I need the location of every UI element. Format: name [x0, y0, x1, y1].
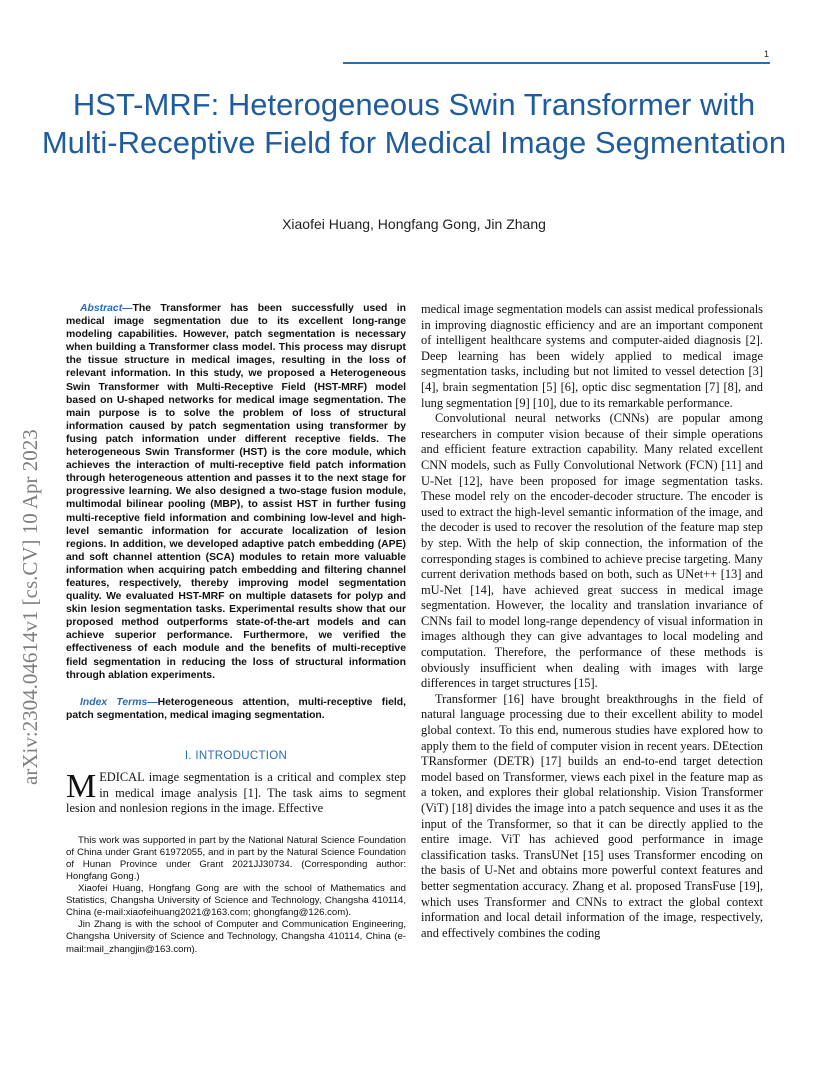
index-terms-lead: Index Terms—: [80, 696, 158, 708]
index-terms: [66, 696, 406, 722]
dropcap: M: [66, 767, 97, 805]
body-paragraph: medical image segmentation models can assist medical professionals in improving diagnostic efficiency and are an important component of intelligent healthcare systems and computer-aided diagnosis [2]. Deep learning has been widely applied to medical image segmentation tasks, including but not limited to vessel detection [3] [4], brain segmentation [5] [6], optic disc segmentation [7] [8], and lung segmentation [9] [10], due to its remarkable performance.: [421, 302, 763, 410]
body-paragraph: Convolutional neural networks (CNNs) are popular among researchers in computer vision because of their simple operations and efficient feature extraction capability. Many related excellent CNN models, such as Fully Convolutional Network (FCN) [11] and U-Net [12], have been proposed for image segmentation tasks. These model rely on the encoder-decoder structure. The encoder is used to extract the high-level semantic information of the image, and the decoder is used to recover the resolution of the feature map step by step. With the help of skip connection, the information of the corresponding stages is combined to achieve precise targeting. Many current derivation methods based on both, such as UNet++ [13] and mU-Net [14], have achieved great success in medical image segmentation. However, the locality and translation invariance of CNNs fail to model long-range dependency of visual information in images although they can give advantages to local modeling and computation. Therefore, the performance of these methods is obviously insufficient when dealing with images with large differences in target structures [15].: [421, 411, 763, 691]
footnote-affiliation-1: Xiaofei Huang, Hongfang Gong are with the school of Mathematics and Statistics, Changsha University of Science and Technology, Changsha 410114, China (e-mail:xiaofeihuang2021@163.com; ghongfang@126.com).: [66, 883, 406, 919]
arxiv-stamp: arXiv:2304.04614v1 [cs.CV] 10 Apr 2023: [18, 429, 42, 785]
section-heading-introduction: I. INTRODUCTION: [184, 749, 288, 762]
abstract: [66, 302, 406, 682]
intro-text: EDICAL image segmentation is a critical and complex step in medical image analysis [1]. The task aims to segment lesion and nonlesion regions in the image. Effective: [66, 769, 406, 816]
header-rule: [343, 62, 770, 64]
footnotes: [66, 835, 406, 956]
left-column: [66, 302, 406, 956]
intro-paragraph: [66, 767, 406, 817]
footnote-affiliation-2: Jin Zhang is with the school of Computer and Communication Engineering, Changsha University of Science and Technology, Changsha 410114, China (e-mail:mail_zhangjin@163.com).: [66, 919, 406, 955]
index-terms-text: Heterogeneous attention, multi-receptive field, patch segmentation, medical imaging segmentation.: [66, 696, 406, 721]
paper-title: HST-MRF: Heterogeneous Swin Transformer with Multi-Receptive Field for Medical Image Segmentation: [41, 87, 787, 160]
right-column: [421, 302, 763, 941]
footnote-funding: This work was supported in part by the National Natural Science Foundation of China under Grant 61972055, and in part by the Natural Science Foundation of Hunan Province under Grant 2021JJ30734. (Corresponding author: Hongfang Gong.): [66, 834, 406, 882]
page-number: 1: [764, 49, 770, 59]
author-list: Xiaofei Huang, Hongfang Gong, Jin Zhang: [282, 216, 546, 232]
body-paragraph: Transformer [16] have brought breakthroughs in the field of natural language processing due to their excellent ability to model global context. To this end, numerous studies have explored how to apply them to the field of computer vision in recent years. DEtection TRansformer (DETR) [17] builds an end-to-end target detection model based on Transformer, views each pixel in the feature map as a token, and explores their global relationship. Vision Transformer (ViT) [18] divides the image into a patch sequence and uses it as the input of the Transformer, so that it can be directly applied to the entire image. ViT has achieved good performance in image classification tasks. TransUNet [15] uses Transformer encoding on the basis of U-Net and obtains more powerful context features and better segmentation accuracy. Zhang et al. proposed TransFuse [19], which uses Transformer and CNNs to extract the global context information and local detail information of the image, respectively, and effectively combines the coding: [421, 691, 763, 940]
abstract-text: The Transformer has been successfully used in medical image segmentation due to its excellent long-range modeling capabilities. However, patch segmentation is necessary when building a Transformer class model. This process may disrupt the tissue structure in medical images, resulting in the loss of relevant information. In this study, we proposed a Heterogeneous Swin Transformer with Multi-Receptive Field (HST-MRF) model based on U-shaped networks for medical image segmentation. The main purpose is to solve the problem of loss of structural information caused by patch segmentation using transformer by fusing patch information under different receptive fields. The heterogeneous Swin Transformer (HST) is the core module, which achieves the interaction of multi-receptive field patch information through heterogeneous attention and passes it to the next stage for progressive learning. We also designed a two-stage fusion module, multimodal bilinear pooling (MBP), to assist HST in further fusing multi-receptive field information and combining low-level and high-level semantic information for accurate localization of lesion regions. In addition, we developed adaptive patch embedding (APE) and soft channel attention (SCA) modules to retain more valuable information when acquiring patch embedding and filtering channel features, respectively, thereby improving model segmentation quality. We evaluated HST-MRF on multiple datasets for polyp and skin lesion segmentation tasks. Experimental results show that our proposed method outperforms state-of-the-art models and can achieve superior performance. Furthermore, we verified the effectiveness of each module and the benefits of multi-receptive field segmentation in reducing the loss of structural information through ablation experiments.: [66, 303, 406, 681]
abstract-lead: Abstract—: [80, 303, 133, 314]
